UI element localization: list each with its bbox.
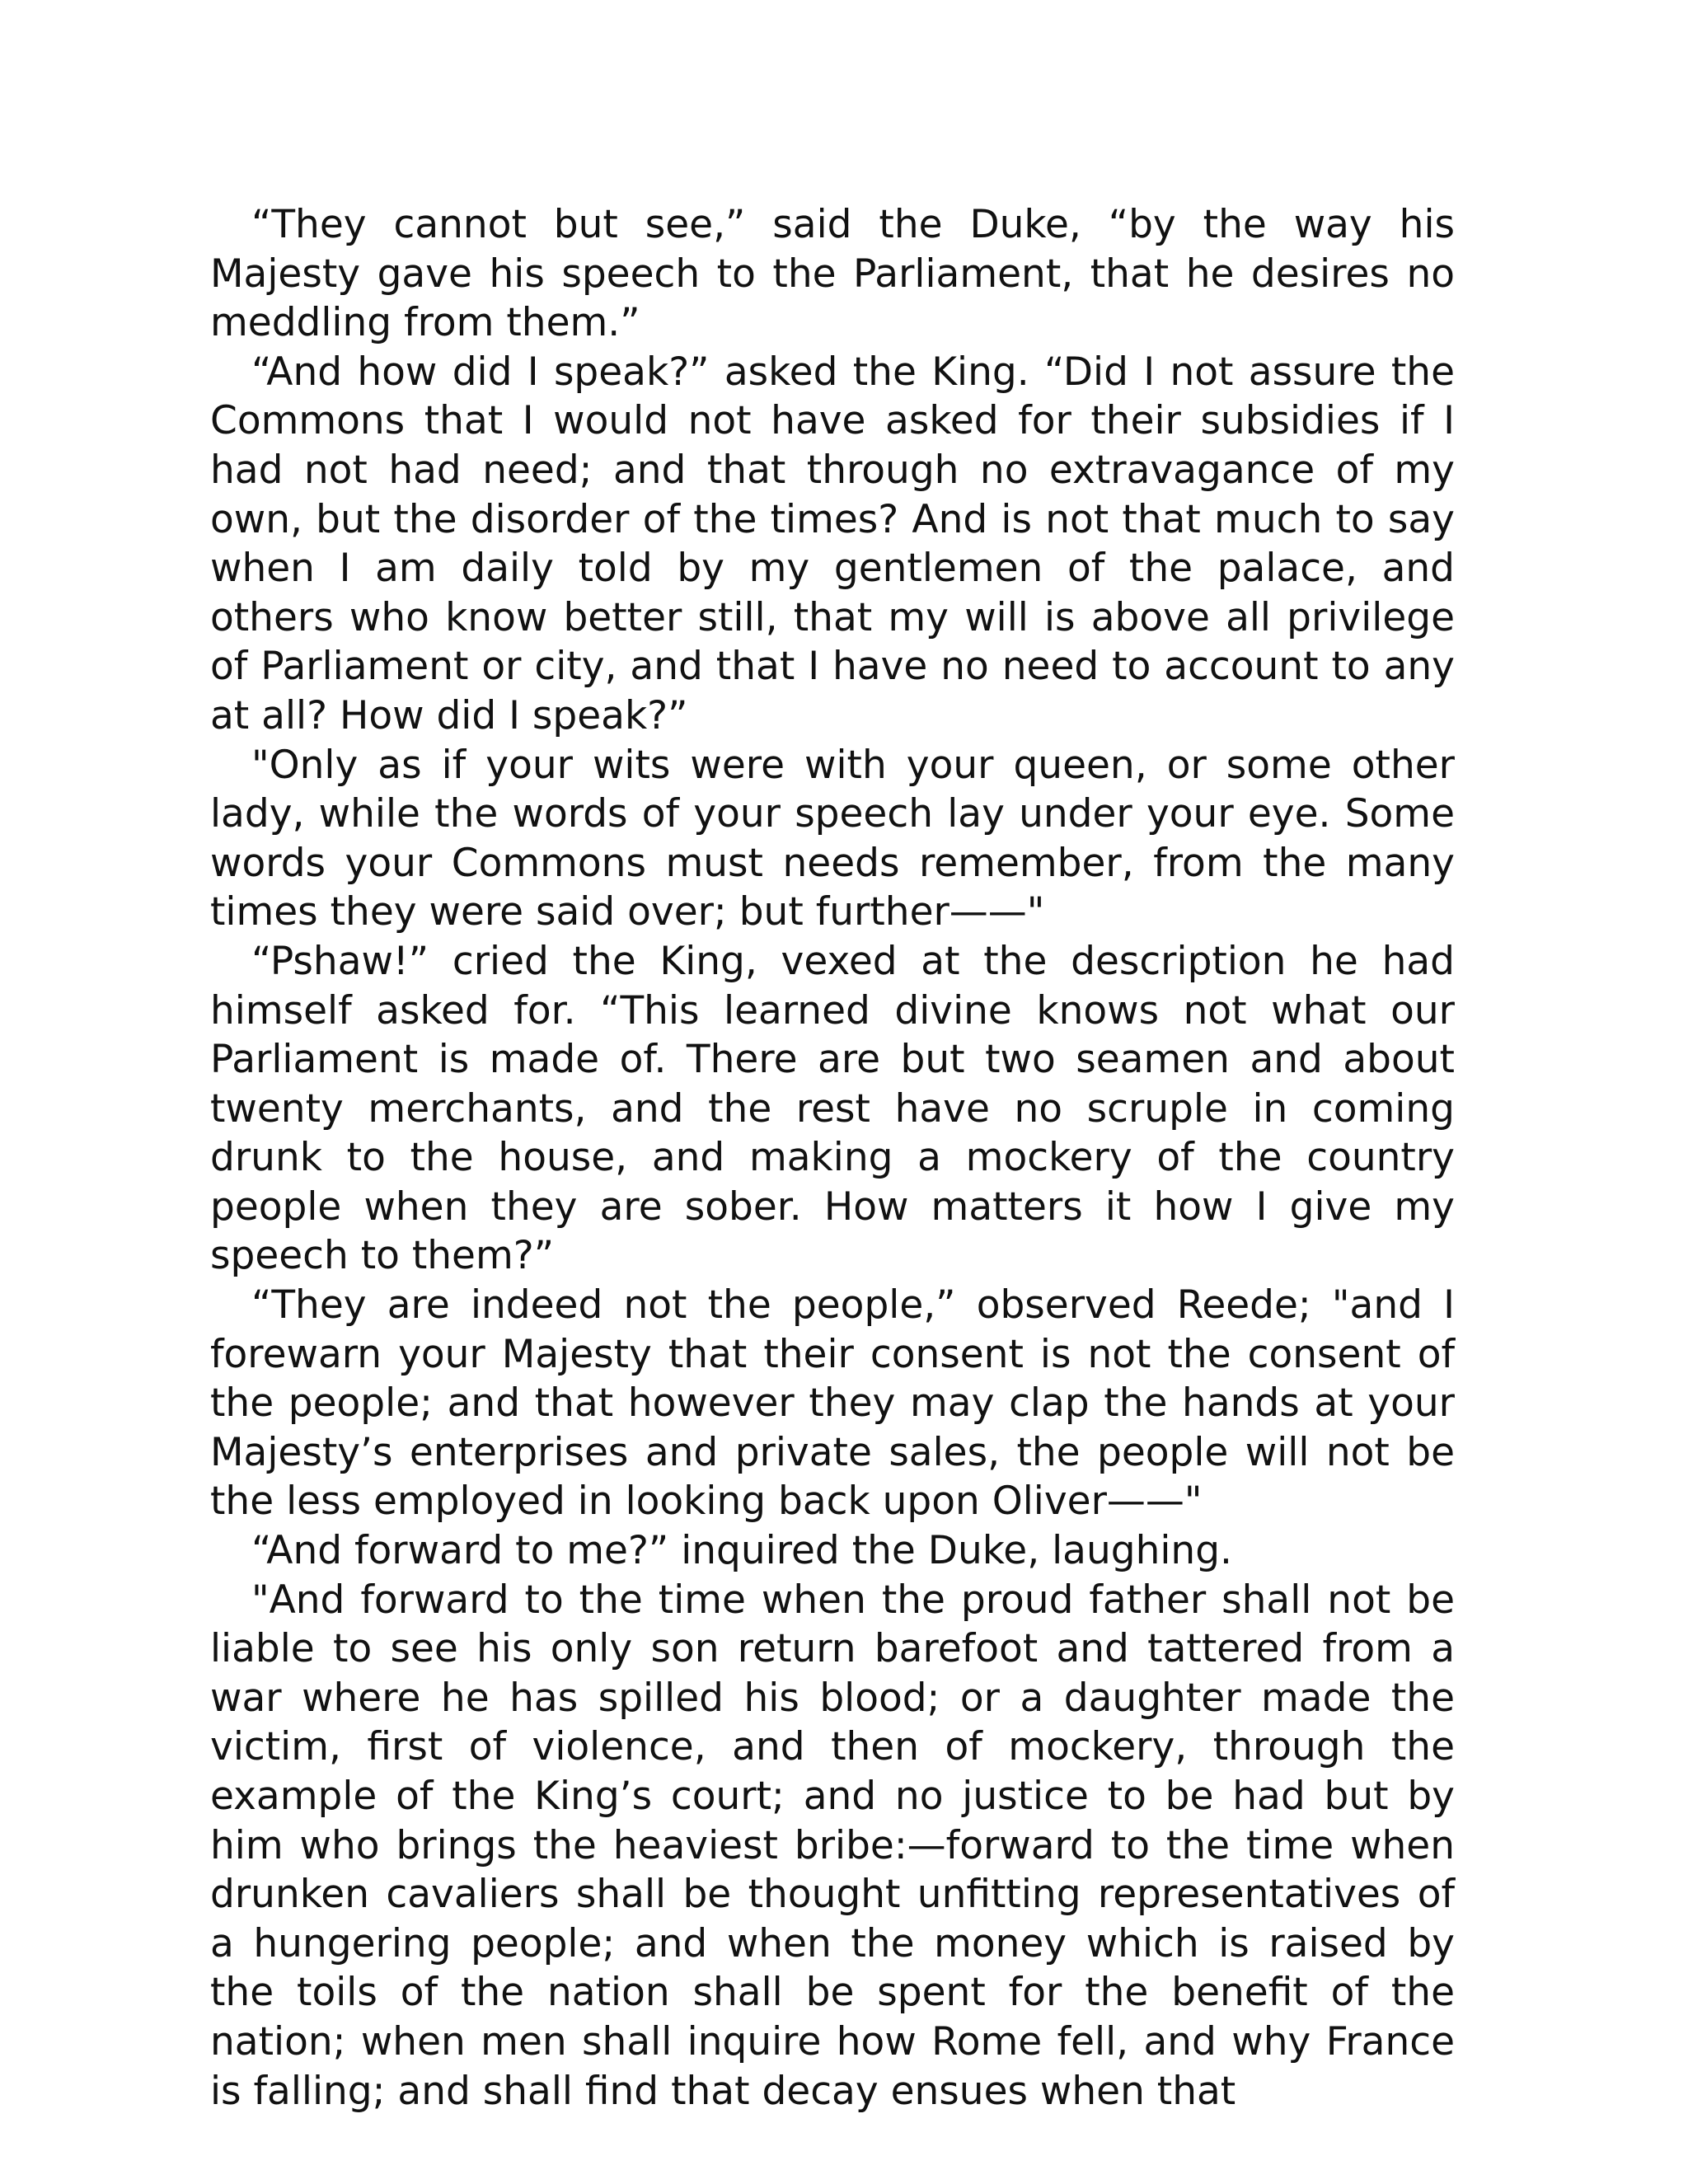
paragraph-duke-laughing: “And forward to me?” inquired the Duke, laughing. xyxy=(251,1528,1232,1574)
paragraph-only-as-if: "Only as if your wits were with your queen, or some other lady, while the words of your speech lay under your eye. Some words your Commons must needs remember, from the many times they were said over; but further——" xyxy=(210,742,1455,935)
paragraph-pshaw: “Pshaw!” cried the King, vexed at the description he had himself asked for. “This learned divine knows not what our Parliament is made of. There are but two seamen and about twenty merchants, and the rest have no scruple in coming drunk to the house, and making a mockery of the country people when they are sober. How matters it how I give my speech to them?” xyxy=(210,938,1455,1279)
body-text xyxy=(210,200,1455,2116)
paragraph-duke-speech: “They cannot but see,” said the Duke, “by the way his Majesty gave his speech to the Parliament, that he desires no meddling from them.” xyxy=(210,202,1455,346)
paragraph-forward-to-time: "And forward to the time when the proud father shall not be liable to see his only son return barefoot and tattered from a war where he has spilled his blood; or a daughter made the victim, first of violence, and then of mockery, through the example of the King’s court; and no justice to be had but by him who brings the heaviest bribe:—forward to the time when drunken cavaliers shall be thought unfitting representatives of a hungering people; and when the money which is raised by the toils of the nation shall be spent for the benefit of the nation; when men shall inquire how Rome fell, and why France is falling; and shall find that decay ensues when that xyxy=(210,1577,1455,2114)
paragraph-king-question: “And how did I speak?” asked the King. “Did I not assure the Commons that I would not have asked for their subsidies if I had not had need; and that through no extravagance of my own, but the disorder of the times? And is not that much to say when I am daily told by my gentlemen of the palace, and others who know better still, that my will is above all privilege of Parliament or city, and that I have no need to account to any at all? How did I speak?” xyxy=(210,349,1455,738)
paragraph-reede: “They are indeed not the people,” observed Reede; "and I forewarn your Majesty that their consent is not the consent of the people; and that however they may clap the hands at your Majesty’s enterprises and private sales, the people will not be the less employed in looking back upon Oliver——" xyxy=(210,1282,1455,1525)
